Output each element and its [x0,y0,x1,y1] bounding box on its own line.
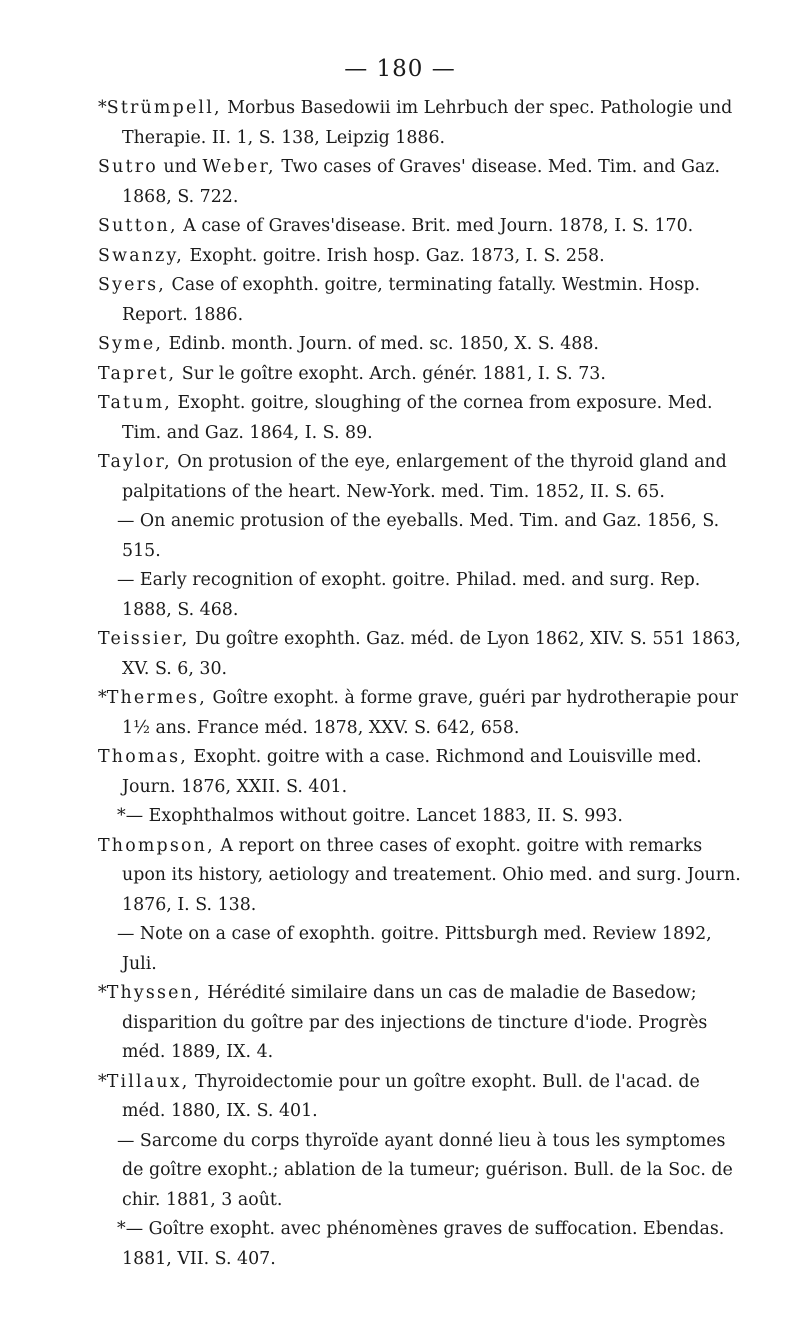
entry-author: Thompson, [98,835,215,856]
entry-text: Case of exophth. goitre, terminating fatally. Westmin. Hosp. Report. 1886. [122,275,701,325]
bibliography-entry [98,389,748,448]
entry-author: Strümpell, [106,98,222,118]
entry-prefix: *— [117,1219,149,1239]
entry-author: Tatum, [98,393,173,413]
entry-prefix: — [117,1130,140,1151]
bibliography-entry [98,979,748,1068]
entry-text: Exopht. goitre with a case. Richmond and Louisville med. Journ. 1876, XXII. S. 401. [122,747,702,797]
bibliography-entry [98,832,748,921]
bibliography-entry [98,360,748,390]
entry-prefix: — [117,924,140,944]
bibliography-list [98,94,748,1274]
bibliography-entry [98,212,748,242]
bibliography-entry [98,94,748,153]
page-number: — 180 — [344,56,456,82]
bibliography-entry [98,1127,748,1216]
bibliography-entry [98,566,748,625]
bibliography-entry [98,242,748,272]
entry-text: Goître exopht. à forme grave, guéri par hydrotherapie pour 1½ ans. France méd. 1878, XXV. S. 642, 658. [122,688,738,738]
entry-prefix: — [117,511,140,531]
entry-text: Exophthalmos without goitre. Lancet 1883, II. S. 993. [148,806,623,826]
entry-text: Edinb. month. Journ. of med. sc. 1850, X. S. 488. [163,334,599,354]
entry-author: Syers, [98,275,166,295]
entry-text: Morbus Basedowii im Lehrbuch der spec. Pathologie und Therapie. II. 1, S. 138, Leipzig 1886. [122,98,733,148]
entry-text: Sarcome du corps thyroïde ayant donné lieu à tous les symptomes de goître exopht.; ablation de la tumeur; guérison. Bull. de la Soc. de chir. 1881, 3 août. [122,1130,733,1210]
bibliography-entry [98,153,748,212]
entry-text: Two cases of Graves' disease. Med. Tim. and Gaz. 1868, S. 722. [122,157,721,207]
entry-author: Tapret, [98,363,177,384]
entry-author: Thermes, [106,688,207,708]
entry-author: Tillaux, [106,1071,190,1092]
entry-text: Exopht. goitre. Irish hosp. Gaz. 1873, I. S. 258. [183,245,605,266]
entry-prefix: * [98,1071,107,1092]
entry-prefix: * [98,688,107,708]
entry-author: Teissier, [98,629,190,649]
entry-prefix: * [98,983,107,1003]
entry-text: A report on three cases of exopht. goitre with remarks upon its history, aetiology and treatement. Ohio med. and surg. Journ. 1876, I. S. 138. [122,835,741,915]
bibliography-entry [98,1068,748,1127]
bibliography-entry [98,1215,748,1274]
entry-prefix: * [98,98,107,118]
bibliography-entry [98,802,748,832]
entry-author: Taylor, [98,452,172,472]
entry-author: Thomas, [98,747,188,767]
bibliography-entry [98,920,748,979]
entry-text: On protusion of the eye, enlargement of the thyroid gland and palpitations of the heart. New-York. med. Tim. 1852, II. S. 65. [122,452,727,502]
entry-text: Du goître exophth. Gaz. méd. de Lyon 1862, XIV. S. 551 1863, XV. S. 6, 30. [122,629,741,679]
bibliography-entry [98,271,748,330]
entry-author: Swanzy, [98,245,184,266]
bibliography-entry [98,330,748,360]
entry-text: A case of Graves'disease. Brit. med Journ. 1878, I. S. 170. [177,216,694,236]
entry-text: Hérédité similaire dans un cas de maladie de Basedow; disparition du goître par des injections de tincture d'iode. Progrès méd. 1889, IX. 4. [122,983,708,1062]
entry-prefix: *— [117,806,149,826]
entry-conjunction: und [157,157,203,177]
entry-text: Goître exopht. avec phénomènes graves de suffocation. Ebendas. 1881, VII. S. 407. [122,1219,725,1269]
entry-author: Weber, [202,157,276,177]
entry-author: Syme, [98,334,164,354]
entry-author: Sutton, [98,216,178,236]
entry-author: Sutro [98,157,158,177]
bibliography-entry [98,448,748,507]
entry-prefix: — [117,570,140,590]
entry-text: On anemic protusion of the eyeballs. Med. Tim. and Gaz. 1856, S. 515. [122,511,720,561]
entry-text: Exopht. goitre, sloughing of the cornea from exposure. Med. Tim. and Gaz. 1864, I. S. 89. [122,393,713,443]
bibliography-entry [98,684,748,743]
entry-text: Thyroidectomie pour un goître exopht. Bull. de l'acad. de méd. 1880, IX. S. 401. [122,1071,700,1121]
entry-text: Early recognition of exopht. goitre. Philad. med. and surg. Rep. 1888, S. 468. [122,570,701,620]
entry-text: Sur le goître exopht. Arch. génér. 1881, I. S. 73. [176,363,606,384]
bibliography-entry [98,625,748,684]
entry-text: Note on a case of exophth. goitre. Pittsburgh med. Review 1892, Juli. [122,924,712,974]
bibliography-entry [98,507,748,566]
entry-author: Thyssen, [106,983,202,1003]
bibliography-entry [98,743,748,802]
